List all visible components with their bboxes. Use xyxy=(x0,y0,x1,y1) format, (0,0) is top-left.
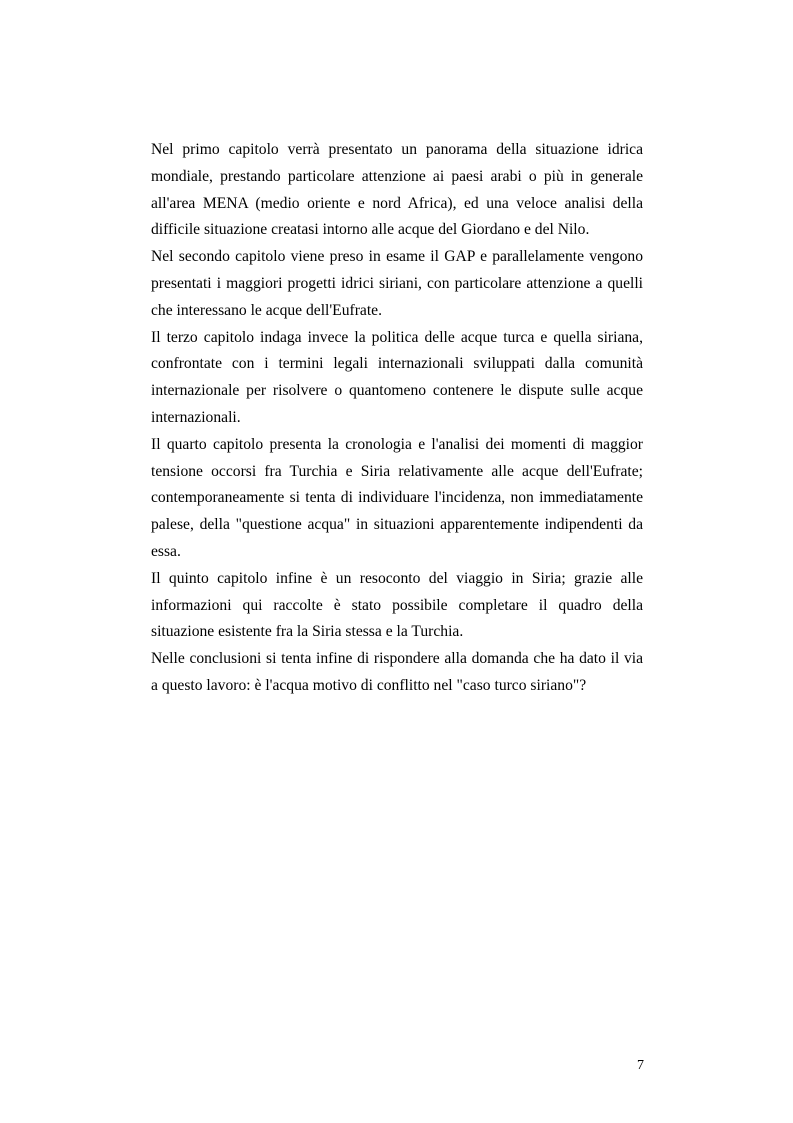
body-text xyxy=(151,137,643,700)
paragraph-chapter-2: Nel secondo capitolo viene preso in esame il GAP e parallelamente vengono presentati i maggiori progetti idrici siriani, con particolare attenzione a quelli che interessano le acque dell'Eufrate. xyxy=(151,248,643,319)
paragraph-chapter-1: Nel primo capitolo verrà presentato un panorama della situazione idrica mondiale, prestando particolare attenzione ai paesi arabi o più in generale all'area MENA (medio oriente e nord Africa), ed una veloce analisi della difficile situazione creatasi intorno alle acque del Giordano e del Nilo. xyxy=(151,141,643,239)
paragraph-chapter-3: Il terzo capitolo indaga invece la politica delle acque turca e quella siriana, confrontate con i termini legali internazionali sviluppati dalla comunità internazionale per risolvere o quantomeno contenere le dispute sulle acque internazionali. xyxy=(151,328,643,426)
page-number: 7 xyxy=(637,1058,644,1073)
paragraph-chapter-5: Il quinto capitolo infine è un resoconto del viaggio in Siria; grazie alle informazioni qui raccolte è stato possibile completare il quadro della situazione esistente fra la Siria stessa e la Turchia. xyxy=(151,569,643,641)
paragraph-chapter-4: Il quarto capitolo presenta la cronologia e l'analisi dei momenti di maggior tensione occorsi fra Turchia e Siria relativamente alle acque dell'Eufrate; contemporaneamente si tenta di individuare l'incidenza, non immediatamente palese, della "questione acqua" in situazioni apparentemente indipendenti da essa. xyxy=(151,435,643,560)
paragraph-conclusions: Nelle conclusioni si tenta infine di rispondere alla domanda che ha dato il via a questo lavoro: è l'acqua motivo di conflitto nel "caso turco siriano"? xyxy=(151,650,643,694)
